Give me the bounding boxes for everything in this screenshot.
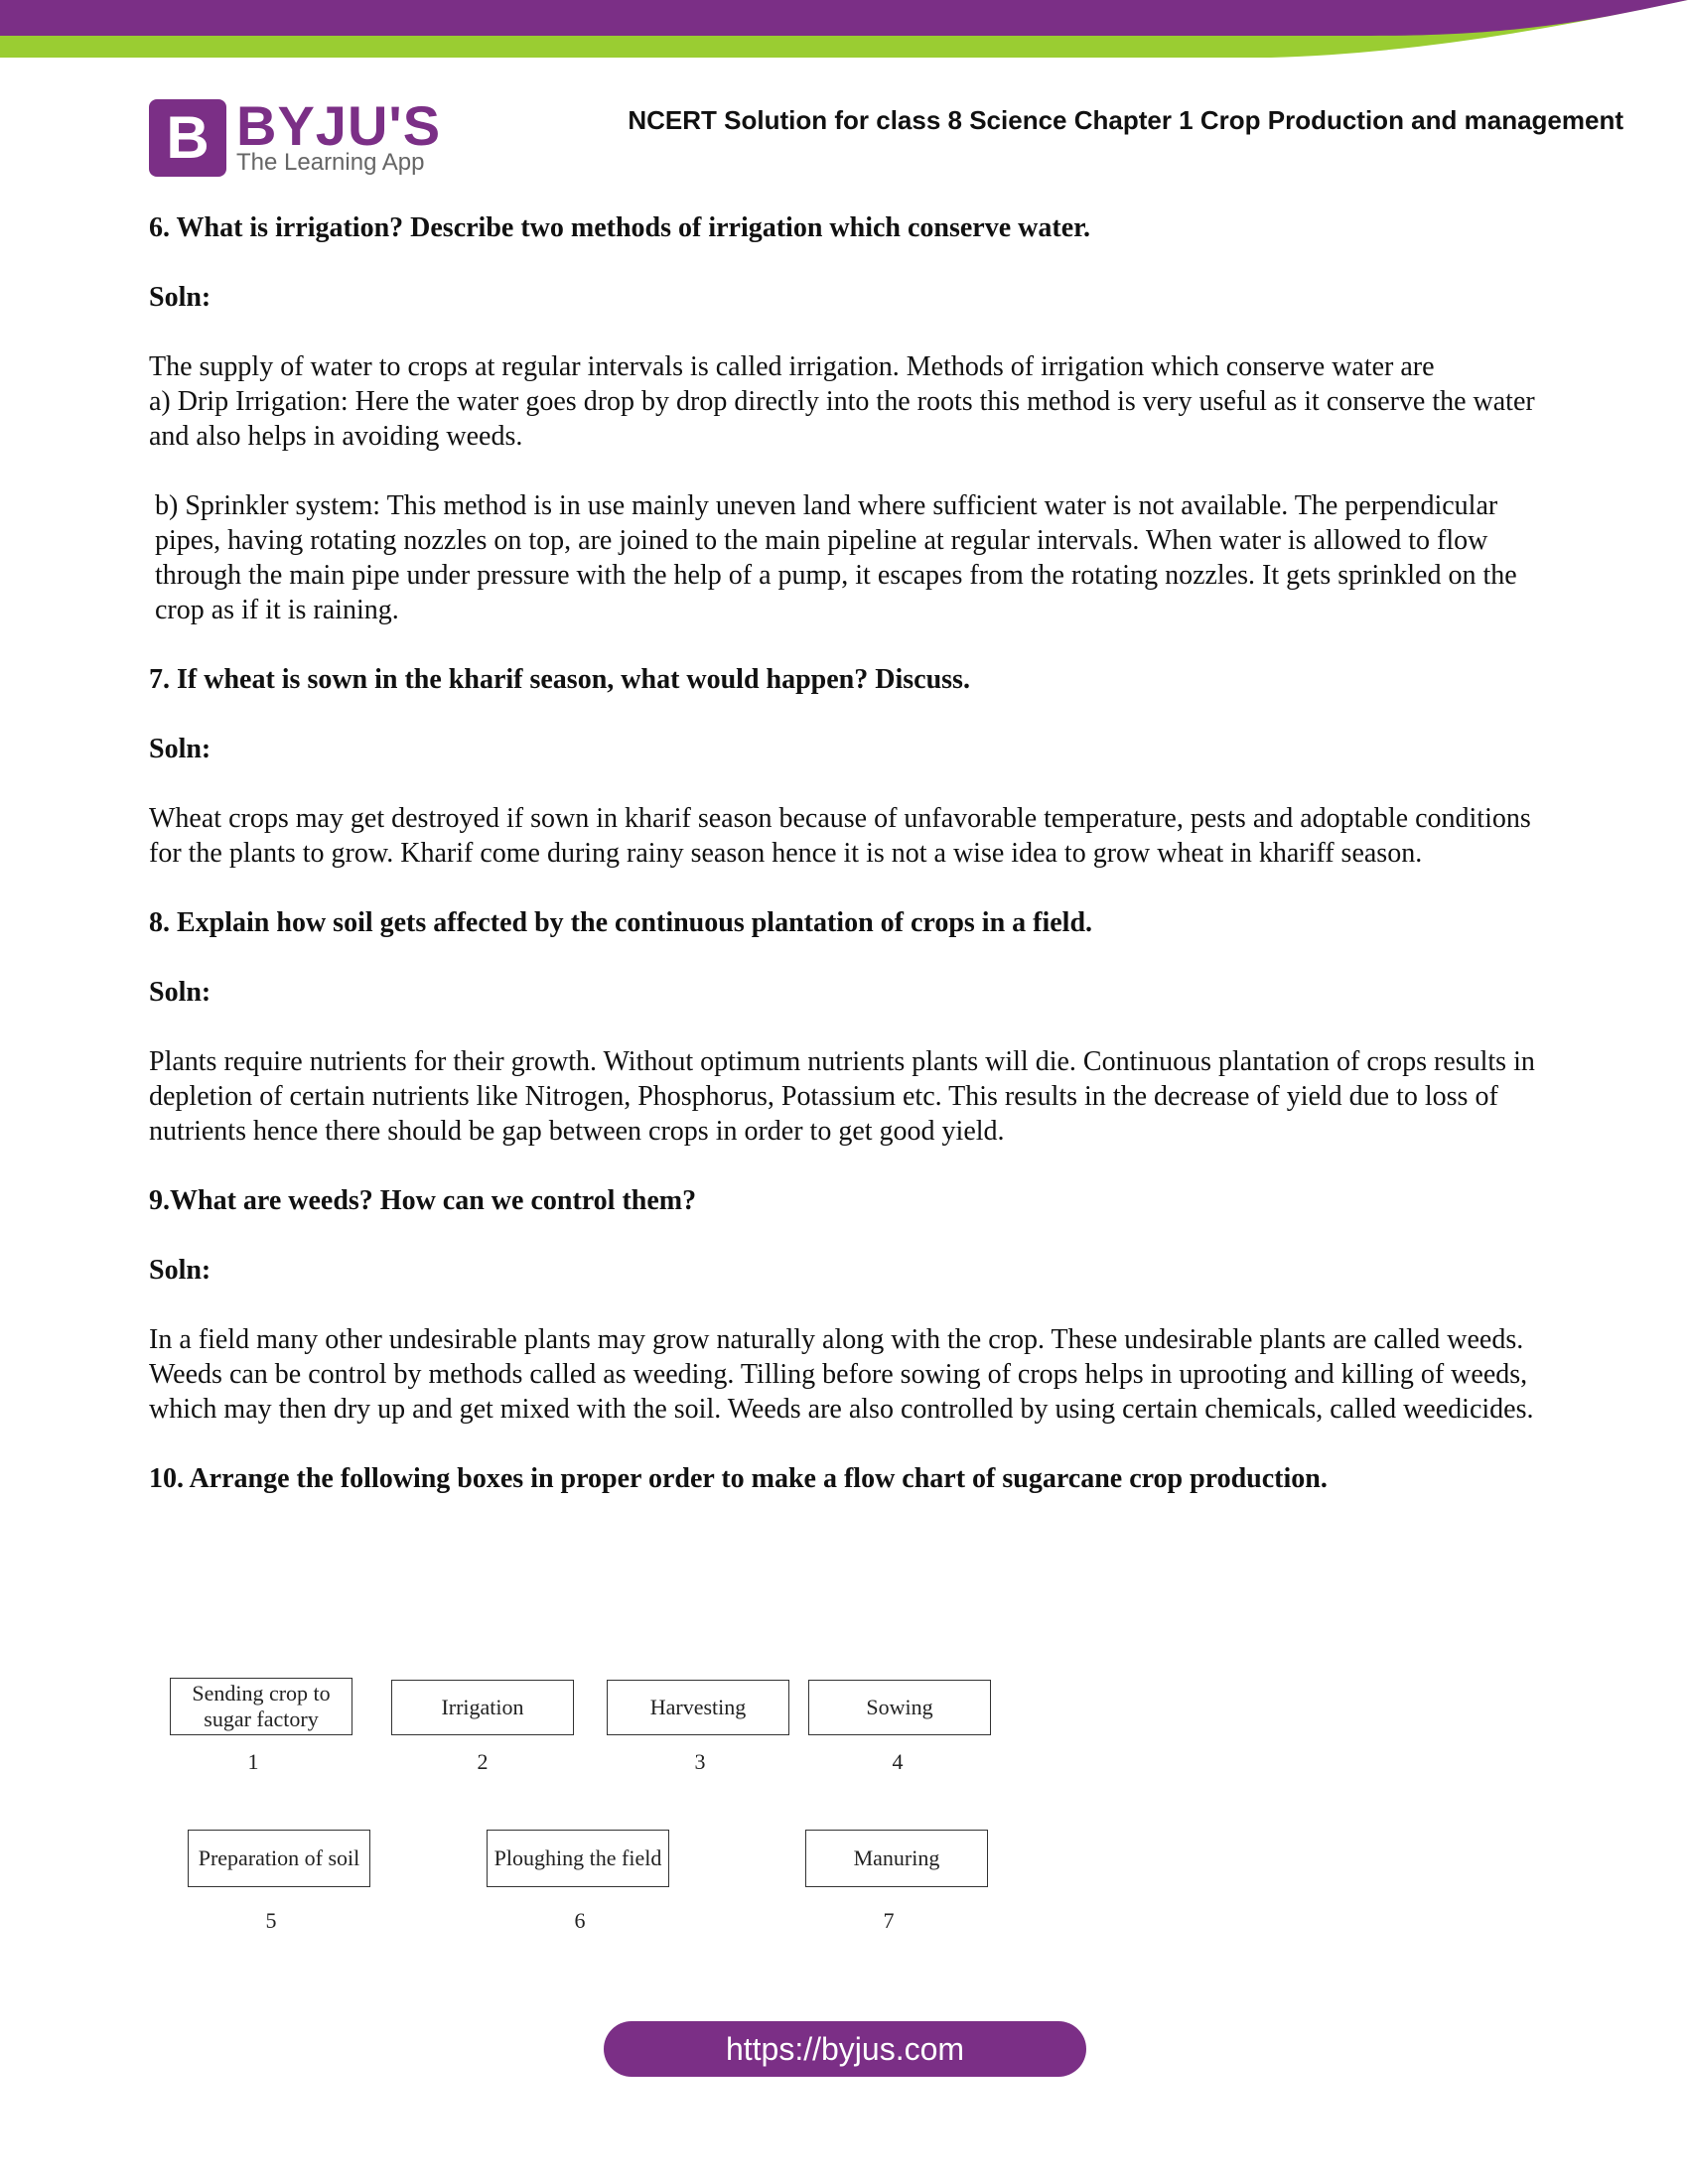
answer-paragraph: Wheat crops may get destroyed if sown in kharif season because of unfavorable temperature, pests and adoptable conditions for the plants to grow. Kharif come during rainy season hence it is not a wise idea to grow wheat in khariff season.: [149, 803, 1531, 869]
answer-text: [149, 801, 1539, 871]
answer-text: [149, 1044, 1539, 1149]
question-block-7: [149, 662, 1539, 871]
header-color-bands: [0, 0, 1688, 69]
byjus-logo: [149, 94, 442, 181]
answer-paragraph: The supply of water to crops at regular intervals is called irrigation. Methods of irrigation which conserve water are: [149, 351, 1435, 382]
soln-label: Soln:: [149, 734, 211, 764]
question-heading: 10. Arrange the following boxes in proper order to make a flow chart of sugarcane crop production.: [149, 1463, 1328, 1494]
flow-box-sowing: Sowing: [808, 1680, 991, 1735]
question-block-8: [149, 905, 1539, 1149]
flow-box-harvesting: Harvesting: [607, 1680, 789, 1735]
logo-letter: B: [166, 104, 210, 171]
flow-box-number: 6: [574, 1908, 586, 1933]
question-block-10: [149, 1461, 1539, 1496]
flow-box-number: 1: [247, 1749, 259, 1774]
logo-mark-icon: [149, 99, 226, 177]
answer-text: [149, 349, 1539, 627]
answer-paragraph: b) Sprinkler system: This method is in use mainly uneven land where sufficient water is not available. The perpendicular pipes, having rotating nozzles on top, are joined to the main pipeline at regular intervals. When water is allowed to flow through the main pipe under pressure with the help of a pump, it escapes from the rotating nozzles. It gets sprinkled on the crop as if it is raining.: [155, 490, 1517, 625]
answer-paragraph: Plants require nutrients for their growth. Without optimum nutrients plants will die. Continuous plantation of crops results in depletion of certain nutrients like Nitrogen, Phosphorus, Potassium etc. This results in the decrease of yield due to loss of nutrients hence there should be gap between crops in order to get good yield.: [149, 1046, 1535, 1147]
answer-paragraph: In a field many other undesirable plants may grow naturally along with the crop. These undesirable plants are called weeds. Weeds can be control by methods called as weeding. Tilling before sowing of crops helps in uprooting and killing of weeds, which may then dry up and get mixed with the soil. Weeds are also controlled by using certain chemicals, called weedicides.: [149, 1324, 1534, 1425]
flow-box-number: 7: [883, 1908, 895, 1933]
flow-box-irrigation: Irrigation: [391, 1680, 574, 1735]
flow-box-preparation: Preparation of soil: [188, 1830, 370, 1887]
question-heading: 9.What are weeds? How can we control them?: [149, 1185, 697, 1216]
flow-box-number: 2: [477, 1749, 489, 1774]
brand-name: BYJU'S: [236, 94, 442, 157]
main-content: [149, 210, 1539, 1531]
question-heading: 8. Explain how soil gets affected by the continuous plantation of crops in a field.: [149, 907, 1093, 938]
answer-paragraph: a) Drip Irrigation: Here the water goes drop by drop directly into the roots this method is very useful as it conserve the water and also helps in avoiding weeds.: [149, 386, 1535, 452]
flow-box-manuring: Manuring: [805, 1830, 988, 1887]
flow-box-number: 5: [265, 1908, 277, 1933]
soln-label: Soln:: [149, 977, 211, 1008]
soln-label: Soln:: [149, 282, 211, 313]
flow-box-number: 3: [694, 1749, 706, 1774]
flow-box-number: 4: [892, 1749, 904, 1774]
question-heading: 6. What is irrigation? Describe two methods of irrigation which conserve water.: [149, 212, 1090, 243]
soln-label: Soln:: [149, 1255, 211, 1286]
brand-tagline: The Learning App: [236, 149, 425, 176]
question-heading: 7. If wheat is sown in the kharif season, what would happen? Discuss.: [149, 664, 970, 695]
flow-box-ploughing: Ploughing the field: [487, 1830, 669, 1887]
flow-box-sending-crop: Sending crop to sugar factory: [170, 1678, 352, 1735]
answer-text: [149, 1322, 1539, 1427]
question-block-9: [149, 1183, 1539, 1427]
page-header-title: NCERT Solution for class 8 Science Chapter 1 Crop Production and management: [628, 105, 1623, 135]
question-block-6: [149, 210, 1539, 627]
footer-website-link[interactable]: https://byjus.com: [604, 2021, 1086, 2077]
